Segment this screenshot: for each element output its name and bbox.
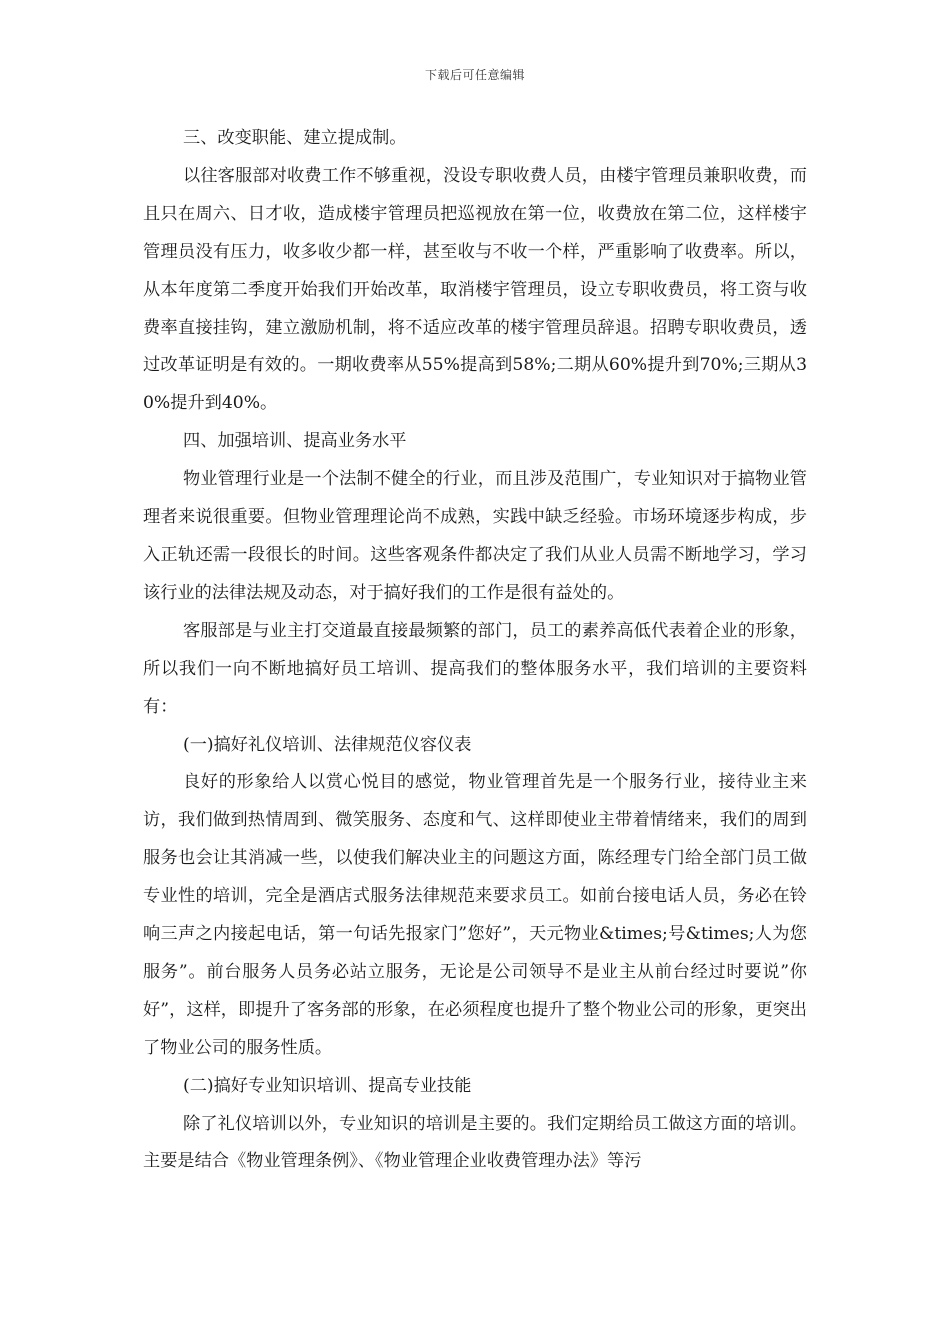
body-paragraph: 物业管理行业是一个法制不健全的行业，而且涉及范围广，专业知识对于搞物业管理者来说很重要。但物业管理理论尚不成熟，实践中缺乏经验。市场环境逐步构成，步入正轨还需一段很长的时间。这些客观条件都决定了我们从业人员需不断地学习，学习该行业的法律法规及动态，对于搞好我们的工作是很有益处的。 <box>143 469 807 603</box>
body-paragraph: 除了礼仪培训以外，专业知识的培训是主要的。我们定期给员工做这方面的培训。主要是结合《物业管理条例》、《物业管理企业收费管理办法》等污 <box>143 1113 807 1172</box>
body-paragraph: 以往客服部对收费工作不够重视，没设专职收费人员，由楼宇管理员兼职收费，而且只在周六、日才收，造成楼宇管理员把巡视放在第一位，收费放在第二位，这样楼宇管理员没有压力，收多收少都一样，甚至收与不收一个样，严重影响了收费率。所以，从本年度第二季度开始我们开始改革，取消楼宇管理员，设立专职收费员，将工资与收费率直接挂钩，建立激励机制，将不适应改革的楼宇管理员辞退。招聘专职收费员，透过改革证明是有效的。一期收费率从55%提高到58%;二期从60%提升到70%;三期从30%提升到40%。 <box>143 165 807 414</box>
page-header: 下载后可任意编辑 <box>424 68 525 82</box>
subsection-heading: (二)搞好专业知识培训、提高专业技能 <box>183 1075 472 1096</box>
section-heading: 三、改变职能、建立提成制。 <box>183 128 407 148</box>
subsection-heading: (一)搞好礼仪培训、法律规范仪容仪表 <box>183 734 472 755</box>
document-body <box>143 120 807 1181</box>
section-heading: 四、加强培训、提高业务水平 <box>183 431 407 452</box>
body-paragraph: 良好的形象给人以赏心悦目的感觉，物业管理首先是一个服务行业，接待业主来访，我们做到热情周到、微笑服务、态度和气、这样即使业主带着情绪来，我们的周到服务也会让其消减一些，以使我们解决业主的问题这方面，陈经理专门给全部门员工做专业性的培训，完全是酒店式服务法律规范来要求员工。如前台接电话人员，务必在铃响三声之内接起电话，第一句话先报家门”您好”，天元物业&times;号&times;人为您服务”。前台服务人员务必站立服务，无论是公司领导不是业主从前台经过时要说”你好”，这样，即提升了客务部的形象，在必须程度也提升了整个物业公司的形象，更突出了物业公司的服务性质。 <box>143 772 807 1058</box>
body-paragraph: 客服部是与业主打交道最直接最频繁的部门，员工的素养高低代表着企业的形象，所以我们一向不断地搞好员工培训、提高我们的整体服务水平，我们培训的主要资料有： <box>143 620 807 717</box>
